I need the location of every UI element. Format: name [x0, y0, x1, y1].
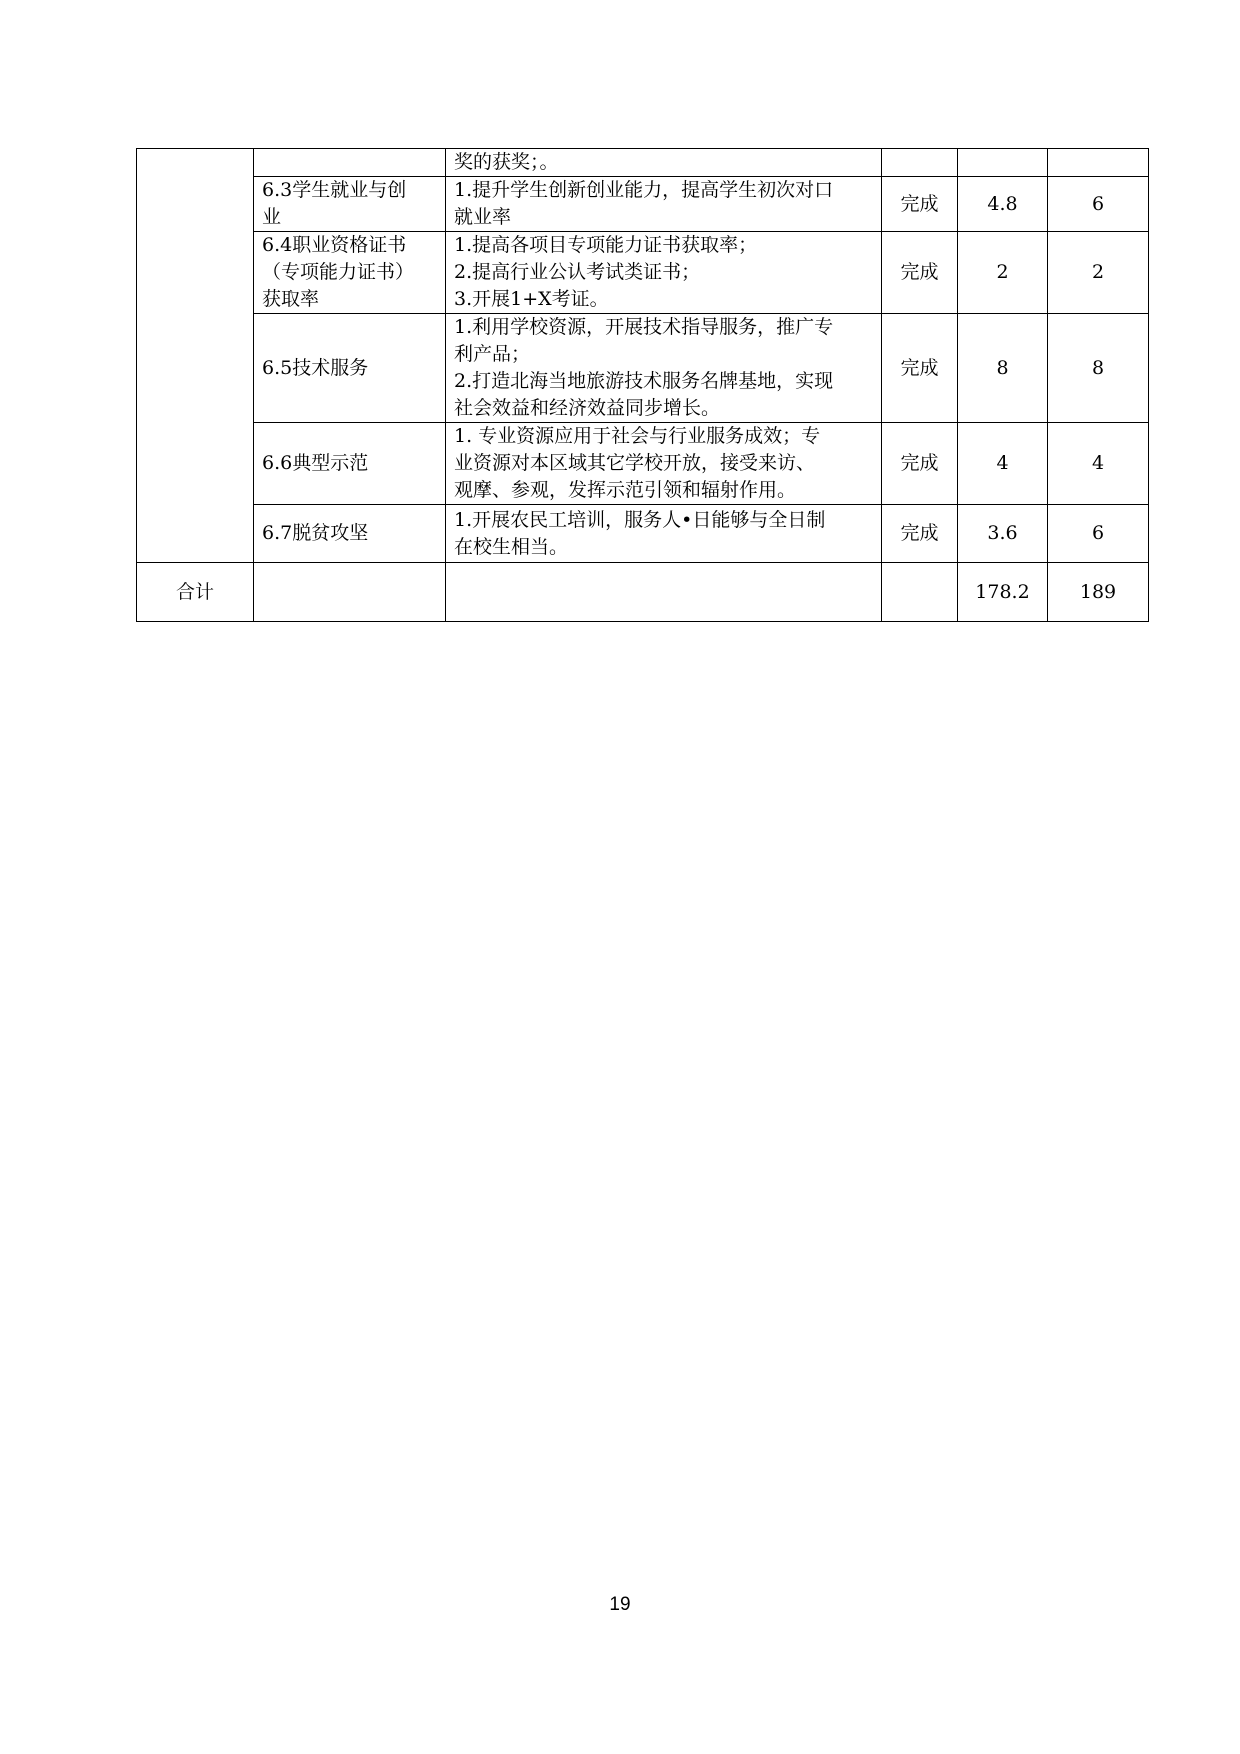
item-cell [254, 563, 446, 622]
status-cell: 完成 [882, 177, 958, 232]
item-cell [254, 314, 446, 423]
full-score-cell: 4 [1048, 423, 1149, 505]
content-cell [446, 232, 882, 314]
page-number: 19 [609, 1594, 631, 1615]
full-score-cell [1048, 149, 1149, 177]
full-score-cell: 6 [1048, 505, 1149, 563]
score-cell: 4 [958, 423, 1048, 505]
item-line: 6.6典型示范 [262, 452, 369, 474]
content-line: 就业率 [454, 206, 512, 228]
content-cell [446, 563, 882, 622]
status-cell: 完成 [882, 423, 958, 505]
status-cell [882, 563, 958, 622]
total-row [137, 563, 1149, 622]
table-row [137, 177, 1149, 232]
content-line: 在校生相当。 [454, 535, 569, 558]
total-label: 合计 [137, 563, 254, 622]
content-line: 1.开展农民工培训，服务人•日能够与全日制 [454, 508, 826, 531]
full-score-cell: 6 [1048, 177, 1149, 232]
content-line: 2.打造北海当地旅游技术服务名牌基地，实现 [454, 370, 834, 392]
content-line: 3.开展1+X考证。 [454, 288, 609, 310]
item-line: 获取率 [262, 288, 320, 310]
item-cell [254, 232, 446, 314]
content-line: 2.提高行业公认考试类证书； [454, 261, 701, 283]
item-line: 6.7脱贫攻坚 [262, 522, 369, 544]
content-line: 1.利用学校资源，开展技术指导服务，推广专 [454, 316, 834, 338]
item-cell [254, 505, 446, 563]
total-score: 178.2 [958, 563, 1048, 622]
score-cell [958, 149, 1048, 177]
item-line: （专项能力证书） [262, 261, 415, 283]
content-line: 社会效益和经济效益同步增长。 [454, 397, 721, 419]
item-cell [254, 149, 446, 177]
content-cell [446, 149, 882, 177]
table-row [137, 149, 1149, 177]
full-score-cell: 2 [1048, 232, 1149, 314]
table-row [137, 314, 1149, 423]
full-score-cell: 8 [1048, 314, 1149, 423]
item-line: 业 [262, 206, 282, 228]
score-cell: 4.8 [958, 177, 1048, 232]
item-line: 6.4职业资格证书 [262, 234, 407, 256]
content-line: 1. 专业资源应用于社会与行业服务成效；专 [454, 425, 821, 447]
score-cell: 3.6 [958, 505, 1048, 563]
table-row [137, 505, 1149, 563]
table-row [137, 423, 1149, 505]
score-cell: 2 [958, 232, 1048, 314]
status-cell: 完成 [882, 505, 958, 563]
category-cell [137, 149, 254, 563]
total-full-score: 189 [1048, 563, 1149, 622]
item-line: 6.5技术服务 [262, 356, 369, 379]
item-cell [254, 177, 446, 232]
content-cell [446, 505, 882, 563]
content-cell [446, 177, 882, 232]
status-cell: 完成 [882, 232, 958, 314]
table-row [137, 232, 1149, 314]
content-line: 奖的获奖；。 [454, 151, 559, 173]
status-cell [882, 149, 958, 177]
item-cell [254, 423, 446, 505]
status-cell: 完成 [882, 314, 958, 423]
content-line: 1.提高各项目专项能力证书获取率； [454, 234, 758, 256]
content-cell [446, 423, 882, 505]
evaluation-table [136, 148, 1149, 622]
content-cell [446, 314, 882, 423]
content-line: 1.提升学生创新创业能力，提高学生初次对口 [454, 179, 834, 201]
content-line: 观摩、参观，发挥示范引领和辐射作用。 [454, 479, 797, 501]
content-line: 业资源对本区域其它学校开放，接受来访、 [454, 452, 816, 474]
content-line: 利产品； [454, 343, 531, 365]
score-cell: 8 [958, 314, 1048, 423]
item-line: 6.3学生就业与创 [262, 179, 407, 201]
